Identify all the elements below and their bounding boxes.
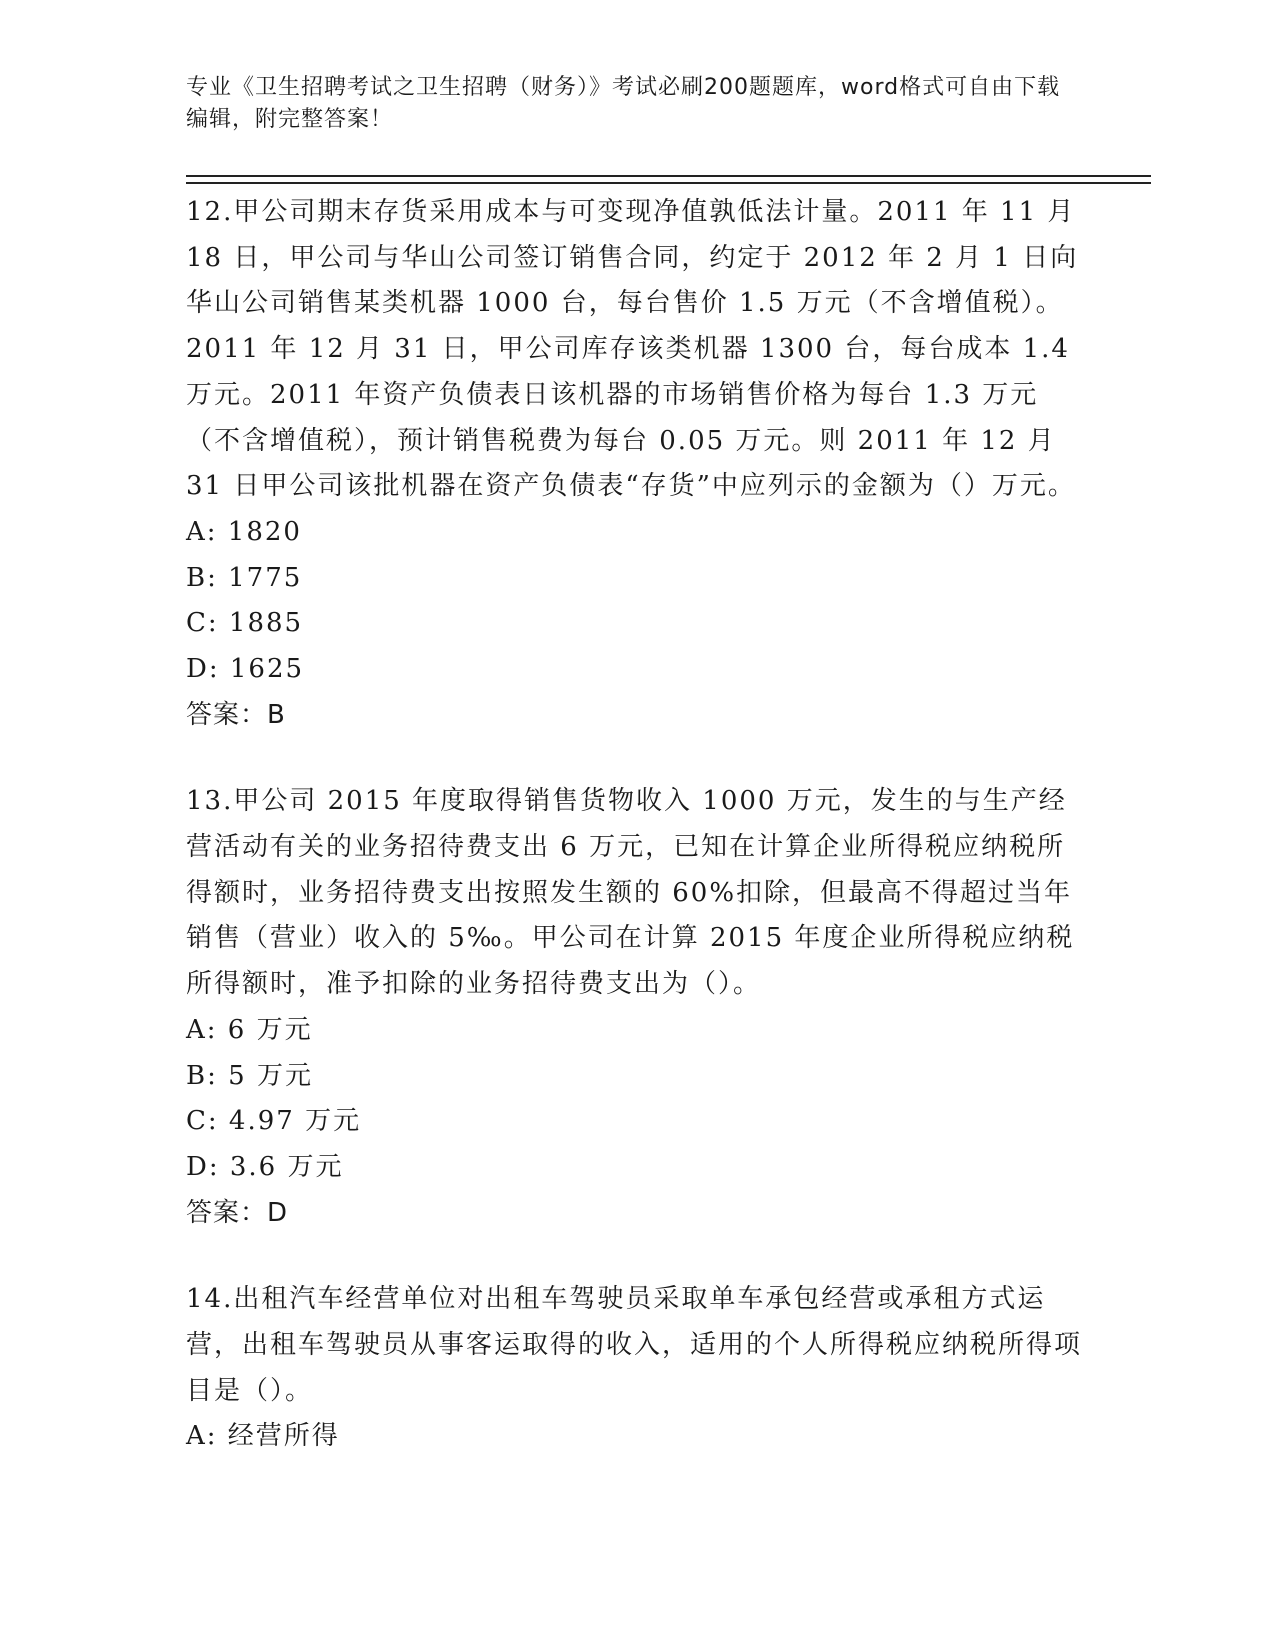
option-a: A: 6 万元 [186, 1014, 313, 1045]
option-d: D: 3.6 万元 [186, 1151, 344, 1182]
question-13 [186, 779, 1086, 1236]
question-12 [186, 190, 1086, 738]
option-a: A: 经营所得 [186, 1421, 340, 1452]
question-text: 12.甲公司期末存货采用成本与可变现净值孰低法计量。2011 年 11 月 18 日，甲公司与华山公司签订销售合同，约定于 2012 年 2 月 1 日向华山公司销售某类机器 1000 台，每台售价 1.5 万元（不含增值税）。2011 年 12 月 31 日，甲公司库存该类机器 1300 台，每台成本 1.4 万元。2011 年资产负债表日该机器的市场销售价格为每台 1.3 万元（不含增值税），预计销售税费为每台 0.05 万元。则 2011 年 12 月 31 日甲公司该批机器在资产负债表“存货”中应列示的金额为（）万元。 [186, 197, 1079, 502]
option-c: C: 4.97 万元 [186, 1106, 362, 1137]
header-divider-bottom [186, 182, 1151, 184]
answer: 答案：D [186, 1197, 289, 1228]
option-d: D: 1625 [186, 653, 305, 684]
header-divider-top [186, 175, 1151, 177]
document-header [186, 72, 1066, 136]
question-list [186, 190, 1086, 1501]
question-14 [186, 1277, 1086, 1460]
option-c: C: 1885 [186, 608, 304, 639]
question-text: 14.出租汽车经营单位对出租车驾驶员采取单车承包经营或承租方式运营，出租车驾驶员从事客运取得的收入，适用的个人所得税应纳税所得项目是（）。 [186, 1284, 1083, 1406]
header-text: 专业《卫生招聘考试之卫生招聘（财务）》考试必刷200题题库，word格式可自由下载编辑，附完整答案！ [186, 75, 1061, 132]
option-b: B: 5 万元 [186, 1060, 313, 1091]
option-b: B: 1775 [186, 562, 303, 593]
answer: 答案：B [186, 699, 286, 730]
question-text: 13.甲公司 2015 年度取得销售货物收入 1000 万元，发生的与生产经营活动有关的业务招待费支出 6 万元，已知在计算企业所得税应纳税所得额时，业务招待费支出按照发生额的 60%扣除，但最高不得超过当年销售（营业）收入的 5‰。甲公司在计算 2015 年度企业所得税应纳税所得额时，准予扣除的业务招待费支出为（）。 [186, 786, 1075, 1000]
option-a: A: 1820 [186, 516, 302, 547]
